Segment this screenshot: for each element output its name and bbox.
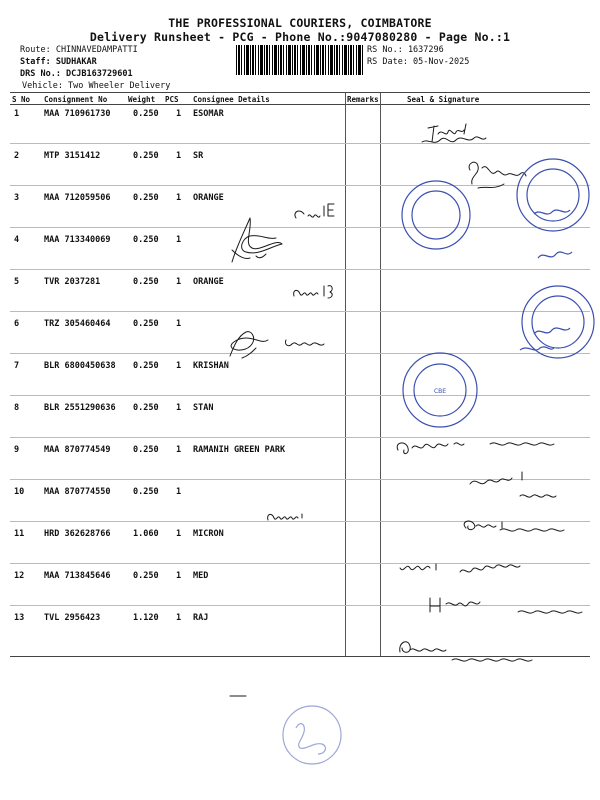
row-weight: 0.250	[133, 109, 159, 119]
row-consignment-no: MAA 712059506	[44, 193, 111, 203]
table-header-rule	[10, 104, 590, 105]
runsheet-subtitle: Delivery Runsheet - PCG - Phone No.:9047080280 - Page No.:1	[89, 30, 511, 44]
row-sno: 11	[14, 529, 25, 539]
row-sno: 6	[14, 319, 20, 329]
row-consignee: KRISHAN	[193, 361, 229, 371]
row-separator	[10, 563, 590, 564]
row-pcs: 1	[176, 277, 182, 287]
row-consignee: MICRON	[193, 529, 224, 539]
row-separator	[10, 311, 590, 312]
row-separator	[10, 395, 590, 396]
row-separator	[10, 269, 590, 270]
row-pcs: 1	[176, 319, 182, 329]
row-consignee: RAJ	[193, 613, 209, 623]
row-pcs: 1	[176, 487, 182, 497]
table-bottom-rule	[10, 656, 590, 657]
company-title: THE PROFESSIONAL COURIERS, COIMBATORE	[168, 16, 432, 30]
row-sno: 5	[14, 277, 20, 287]
row-sno: 8	[14, 403, 20, 413]
row-weight: 0.250	[133, 277, 159, 287]
row-sno: 4	[14, 235, 20, 245]
row-sno: 12	[14, 571, 25, 581]
row-pcs: 1	[176, 529, 182, 539]
row-weight: 0.250	[133, 361, 159, 371]
row-weight: 0.250	[133, 235, 159, 245]
col-header-consignee: Consignee Details	[193, 95, 270, 104]
row-weight: 0.250	[133, 193, 159, 203]
col-header-sno: S No	[12, 95, 31, 104]
row-weight: 1.060	[133, 529, 159, 539]
row-consignment-no: MAA 870774550	[44, 487, 111, 497]
row-consignment-no: TRZ 305460464	[44, 319, 111, 329]
barcode	[236, 45, 363, 75]
staff-label: Staff: SUDHAKAR	[20, 57, 97, 67]
row-consignment-no: BLR 2551290636	[44, 403, 116, 413]
row-consignee: ESOMAR	[193, 109, 224, 119]
svg-text:CBE: CBE	[433, 388, 447, 395]
row-sno: 9	[14, 445, 20, 455]
row-weight: 1.120	[133, 613, 159, 623]
route-label: Route: CHINNAVEDAMPATTI	[20, 45, 138, 55]
row-weight: 0.250	[133, 571, 159, 581]
seal-divider	[380, 93, 381, 656]
row-consignment-no: MAA 710961730	[44, 109, 111, 119]
row-separator	[10, 479, 590, 480]
row-separator	[10, 521, 590, 522]
remarks-divider	[345, 93, 346, 656]
row-weight: 0.250	[133, 403, 159, 413]
row-sno: 7	[14, 361, 20, 371]
row-consignment-no: MAA 870774549	[44, 445, 111, 455]
row-weight: 0.250	[133, 151, 159, 161]
row-sno: 3	[14, 193, 20, 203]
row-consignee: ORANGE	[193, 193, 224, 203]
row-sno: 13	[14, 613, 25, 623]
row-separator	[10, 605, 590, 606]
row-consignee: RAMANIH GREEN PARK	[193, 445, 286, 455]
col-header-weight: Weight	[128, 95, 156, 104]
row-consignment-no: BLR 6800450638	[44, 361, 116, 371]
row-separator	[10, 185, 590, 186]
row-consignment-no: TVL 2956423	[44, 613, 101, 623]
row-separator	[10, 227, 590, 228]
row-consignment-no: MAA 713340069	[44, 235, 111, 245]
row-sno: 10	[14, 487, 25, 497]
rs-date: RS Date: 05-Nov-2025	[367, 57, 470, 67]
row-pcs: 1	[176, 235, 182, 245]
row-pcs: 1	[176, 571, 182, 581]
row-sno: 1	[14, 109, 20, 119]
row-consignment-no: MTP 3151412	[44, 151, 101, 161]
row-sno: 2	[14, 151, 20, 161]
row-consignment-no: MAA 713845646	[44, 571, 111, 581]
table-top-rule	[10, 92, 590, 93]
row-consignment-no: HRD 362628766	[44, 529, 111, 539]
row-consignee: STAN	[193, 403, 214, 413]
row-separator	[10, 437, 590, 438]
row-pcs: 1	[176, 193, 182, 203]
row-pcs: 1	[176, 151, 182, 161]
col-header-pcs: PCS	[165, 95, 179, 104]
row-separator	[10, 353, 590, 354]
row-weight: 0.250	[133, 445, 159, 455]
row-pcs: 1	[176, 361, 182, 371]
col-header-seal: Seal & Signature	[407, 95, 480, 104]
row-pcs: 1	[176, 403, 182, 413]
row-consignee: ORANGE	[193, 277, 224, 287]
row-consignee: MED	[193, 571, 209, 581]
row-consignee: SR	[193, 151, 204, 161]
vehicle-label: Vehicle: Two Wheeler Delivery	[22, 81, 171, 91]
row-pcs: 1	[176, 109, 182, 119]
row-consignment-no: TVR 2037281	[44, 277, 101, 287]
rs-number: RS No.: 1637296	[367, 45, 444, 55]
row-separator	[10, 143, 590, 144]
row-pcs: 1	[176, 445, 182, 455]
drs-number: DRS No.: DCJB163729601	[20, 69, 133, 79]
row-weight: 0.250	[133, 487, 159, 497]
col-header-consignment: Consignment No	[44, 95, 108, 104]
row-pcs: 1	[176, 613, 182, 623]
row-weight: 0.250	[133, 319, 159, 329]
col-header-remarks: Remarks	[347, 95, 379, 104]
